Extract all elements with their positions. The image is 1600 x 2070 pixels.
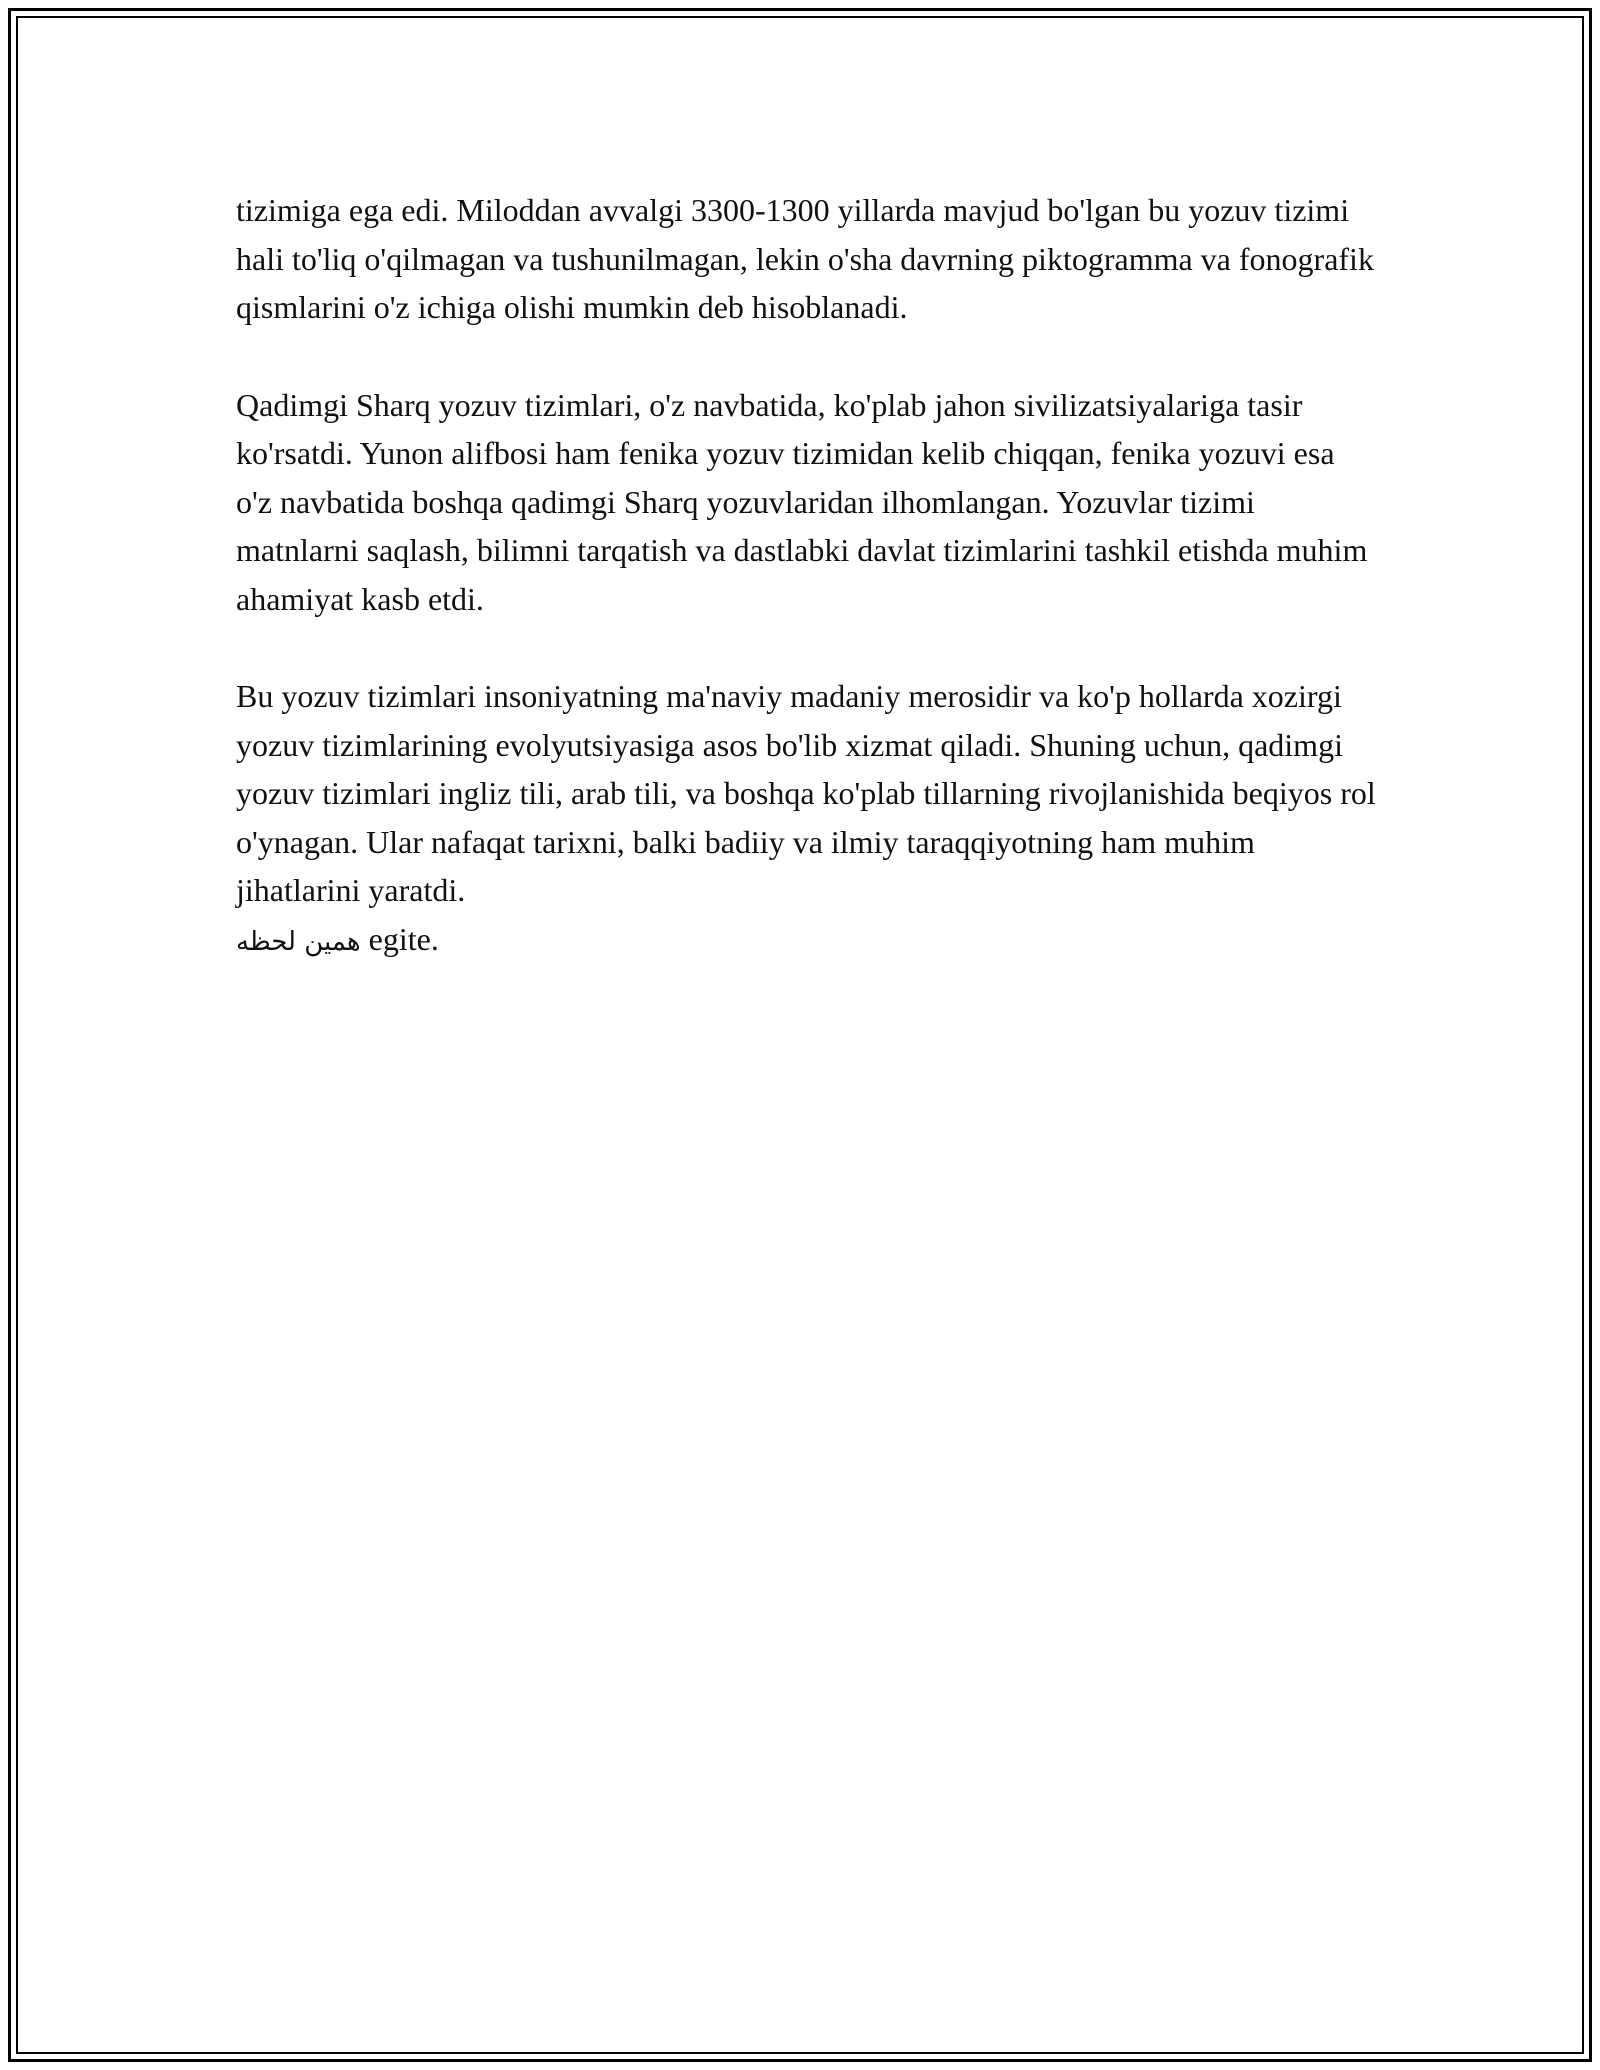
paragraph-3-text: Bu yozuv tizimlari insoniyatning ma'naviy madaniy merosidir va ko'p hollarda xozirgi yozuv tizimlarining evolyutsiyasiga asos bo'lib xizmat qiladi. Shuning uchun, qadimgi yozuv tizimlari ingliz tili, arab tili, va boshqa ko'plab tillarning rivojlanishida beqiyos rol o'ynagan. Ular nafaqat tarixni, balki badiiy va ilmiy taraqqiyotning ham muhim jihatlarini yaratdi. bbox=[236, 678, 1376, 908]
document-body bbox=[236, 186, 1376, 966]
paragraph-1: tizimiga ega edi. Miloddan avvalgi 3300-1300 yillarda mavjud bo'lgan bu yozuv tizimi hali to'liq o'qilmagan va tushunilmagan, lekin o'sha davrning piktogramma va fonografik qismlarini o'z ichiga olishi mumkin deb hisoblanadi. bbox=[236, 192, 1374, 325]
paragraph-3 bbox=[236, 672, 1376, 966]
closing-arabic-text: همین لحظه bbox=[236, 926, 361, 957]
closing-latin-text: egite. bbox=[360, 920, 439, 957]
paragraph-2: Qadimgi Sharq yozuv tizimlari, o'z navbatida, ko'plab jahon sivilizatsiyalariga tasir ko'rsatdi. Yunon alifbosi ham fenika yozuv tizimidan kelib chiqqan, fenika yozuvi esa o'z navbatida boshqa qadimgi Sharq yozuvlaridan ilhomlangan. Yozuvlar tizimi matnlarni saqlash, bilimni tarqatish va dastlabki davlat tizimlarini tashkil etishda muhim ahamiyat kasb etdi. bbox=[236, 386, 1368, 617]
